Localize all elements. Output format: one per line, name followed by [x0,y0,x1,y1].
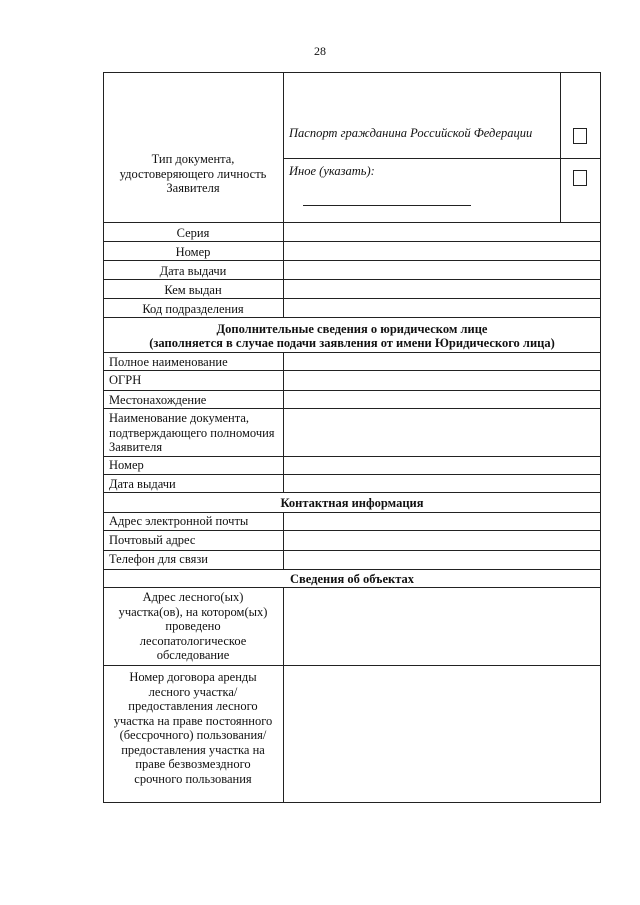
col-divider [283,587,284,802]
table-border-bottom [103,802,601,803]
authority-doc-label: Наименование документа, подтверждающего полномочия Заявителя [109,411,275,454]
application-form [103,72,601,802]
dept-code-field[interactable] [285,299,599,317]
forest-plot-address-label: Адрес лесного(ых) участка(ов), на котором(ых) проведено лесопатологическое обследование [118,590,268,662]
full-name-field[interactable] [285,353,599,369]
page-number: 28 [314,44,326,58]
dept-code-label: Код подразделения [142,302,244,316]
row-divider [103,492,601,493]
location-field[interactable] [285,391,599,408]
lease-contract-number-label: Номер договора аренды лесного участка/предоставления лесного участка на праве постоянного (бессрочного) пользования/предоставления участка на праве безвозмездного срочного пользования [113,670,273,786]
postal-address-label: Почтовый адрес [109,533,196,547]
email-field[interactable] [285,513,599,530]
col-divider [283,512,284,569]
legal-issue-date-field[interactable] [285,475,599,492]
location-label: Местонахождение [109,393,207,407]
forest-plot-address-field[interactable] [285,588,599,664]
lease-contract-number-field[interactable] [285,666,599,801]
postal-address-field[interactable] [285,531,599,549]
option-passport: Паспорт гражданина Российской Федерации [289,126,533,140]
option-divider [283,158,601,159]
row-divider [103,569,601,570]
issue-date-field[interactable] [285,261,599,279]
issue-date-label: Дата выдачи [159,264,227,278]
option-other: Иное (указать): [289,164,375,178]
legal-issue-date-label: Дата выдачи [109,477,176,491]
number-label: Номер [175,245,211,259]
ogrn-label: ОГРН [109,373,142,387]
number-field[interactable] [285,242,599,260]
issued-by-label: Кем выдан [164,283,222,297]
col-divider [283,352,284,492]
issued-by-field[interactable] [285,280,599,298]
table-border-top [103,72,601,73]
legal-entity-header-line1: Дополнительные сведения о юридическом лице [216,322,488,336]
legal-entity-header-line2: (заполняется в случае подачи заявления от имени Юридического лица) [149,336,555,350]
other-specify-field[interactable] [303,205,471,206]
other-checkbox[interactable] [573,170,587,186]
phone-label: Телефон для связи [109,552,208,566]
email-label: Адрес электронной почты [109,514,249,528]
series-label: Серия [176,226,210,240]
legal-number-label: Номер [109,458,144,472]
objects-header: Сведения об объектах [290,572,414,586]
row-divider [103,317,601,318]
table-border-left [103,72,104,802]
full-name-label: Полное наименование [109,355,228,369]
identity-doc-type-label: Тип документа, удостоверяющего личность Заявителя [119,152,267,195]
phone-field[interactable] [285,551,599,568]
authority-doc-field[interactable] [285,409,599,455]
checkbox-col-divider [560,72,561,222]
series-field[interactable] [285,223,599,241]
legal-number-field[interactable] [285,457,599,474]
contact-header: Контактная информация [280,496,424,510]
ogrn-field[interactable] [285,371,599,389]
col-divider [283,72,284,317]
passport-checkbox[interactable] [573,128,587,144]
table-border-right [600,72,601,802]
